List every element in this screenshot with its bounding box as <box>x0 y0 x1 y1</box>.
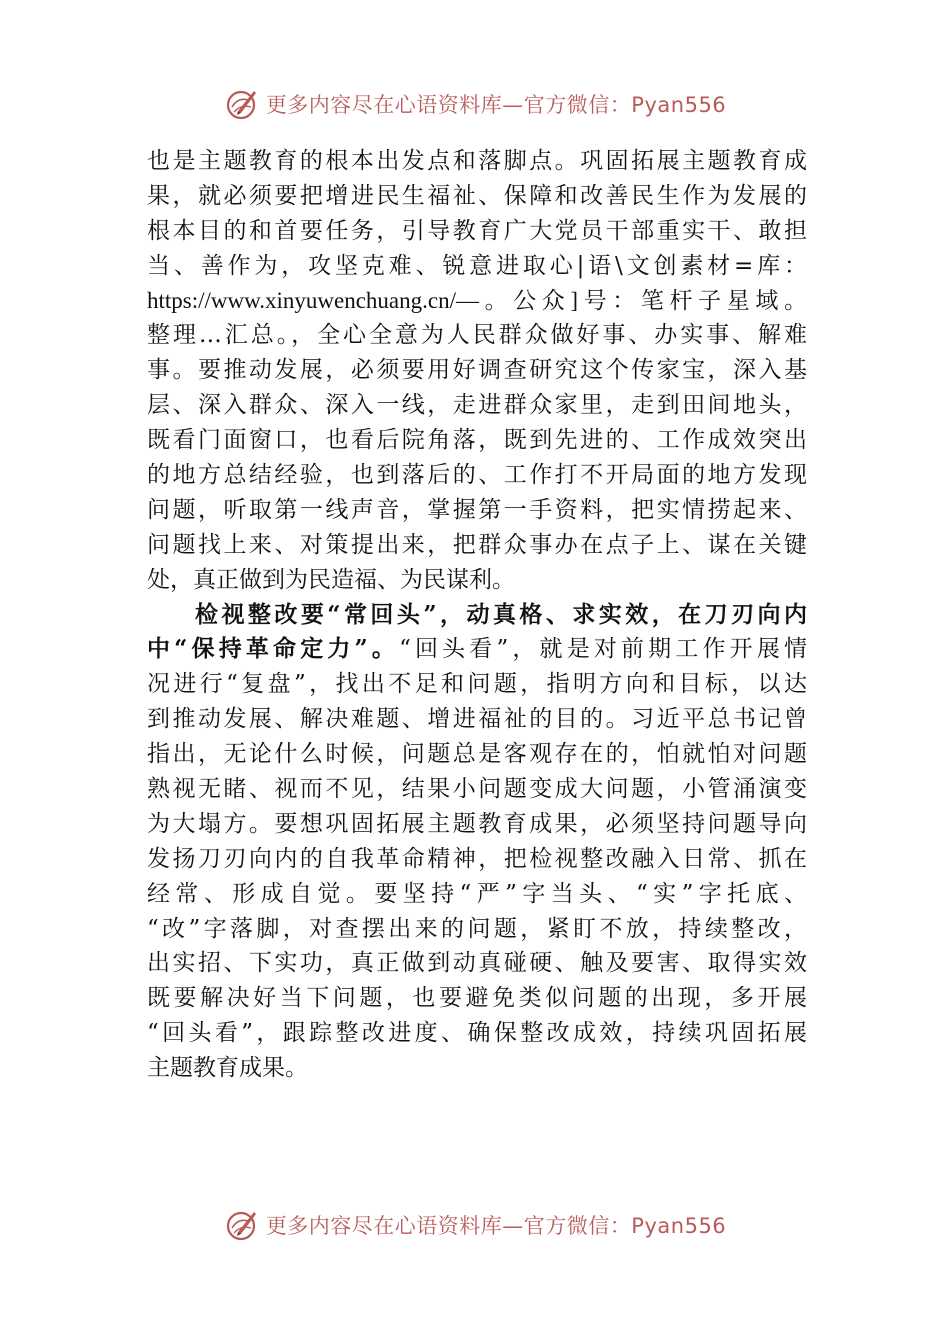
paragraph-2 <box>147 598 807 1086</box>
text-line: 事。要推动发展，必须要用好调查研究这个传家宝，深入基 <box>147 357 807 384</box>
text-line-url: https://www.xinyuwenchuang.cn/—。公众]号：笔杆子星域。 <box>147 287 807 313</box>
text-line-mixed <box>147 632 807 667</box>
paragraph-1 <box>147 144 807 598</box>
text-line: 也是主题教育的根本出发点和落脚点。巩固拓展主题教育成 <box>147 148 807 174</box>
header-banner <box>0 84 950 124</box>
text-line: 经常、形成自觉。要坚持“严”字当头、“实”字托底、 <box>147 880 807 907</box>
text-line: 问题，听取第一线声音，掌握第一手资料，把实情捞起来、 <box>147 496 807 523</box>
footer-banner <box>0 1205 950 1241</box>
text-line: 问题找上来、对策提出来，把群众事办在点子上、谋在关键 <box>147 531 807 558</box>
pen-on-sphere-logo-icon <box>224 87 260 121</box>
text-line: 出实招、下实功，真正做到动真碰硬、触及要害、取得实效 <box>147 950 807 977</box>
text-line: 既要解决好当下问题，也要避免类似问题的出现，多开展 <box>147 985 807 1012</box>
text-line: 到推动发展、解决难题、增进福祉的目的。习近平总书记曾 <box>147 706 807 733</box>
pen-on-sphere-logo-icon <box>224 1208 260 1241</box>
header-banner-text: 更多内容尽在心语资料库—官方微信：Pyan556 <box>265 93 727 117</box>
text-line: 况进行“复盘”，找出不足和问题，指明方向和目标，以达 <box>147 671 807 698</box>
text-line: 当、善作为，攻坚克难、锐意进取心|语\文创素材=库： <box>147 252 807 279</box>
text-line: 熟视无睹、视而不见，结果小问题变成大问题，小管涌演变 <box>147 776 807 803</box>
text-line: 处，真正做到为民造福、为民谋利。 <box>147 566 515 593</box>
text-run: “回头看”，就是对前期工作开展情 <box>399 636 807 663</box>
text-line: 指出，无论什么时候，问题总是客观存在的，怕就怕对问题 <box>147 741 807 768</box>
text-line: “回头看”，跟踪整改进度、确保整改成效，持续巩固拓展 <box>147 1020 807 1047</box>
text-line: 发扬刀刃向内的自我革命精神，把检视整改融入日常、抓在 <box>147 845 807 872</box>
document-body <box>147 144 807 1086</box>
text-line: “改”字落脚，对查摆出来的问题，紧盯不放，持续整改， <box>147 915 807 942</box>
text-line: 为大塌方。要想巩固拓展主题教育成果，必须坚持问题导向 <box>147 810 807 837</box>
section-heading-line: 检视整改要“常回头”，动真格、求实效，在刀刃向内 <box>195 600 807 628</box>
text-line: 的地方总结经验，也到落后的、工作打不开局面的地方发现 <box>147 462 807 489</box>
footer-banner-text: 更多内容尽在心语资料库—官方微信：Pyan556 <box>265 1214 727 1238</box>
text-line: 果，就必须要把增进民生福祉、保障和改善民生作为发展的 <box>147 182 807 209</box>
text-line: 层、深入群众、深入一线，走进群众家里，走到田间地头， <box>147 392 807 419</box>
section-heading-end: 中“保持革命定力”。 <box>147 635 400 663</box>
text-line: 整理…汇总。，全心全意为人民群众做好事、办实事、解难 <box>147 322 807 349</box>
text-line: 根本目的和首要任务，引导教育广大党员干部重实干、敢担 <box>147 217 807 244</box>
text-line: 既看门面窗口，也看后院角落，既到先进的、工作成效突出 <box>147 427 807 454</box>
text-line: 主题教育成果。 <box>147 1055 308 1082</box>
